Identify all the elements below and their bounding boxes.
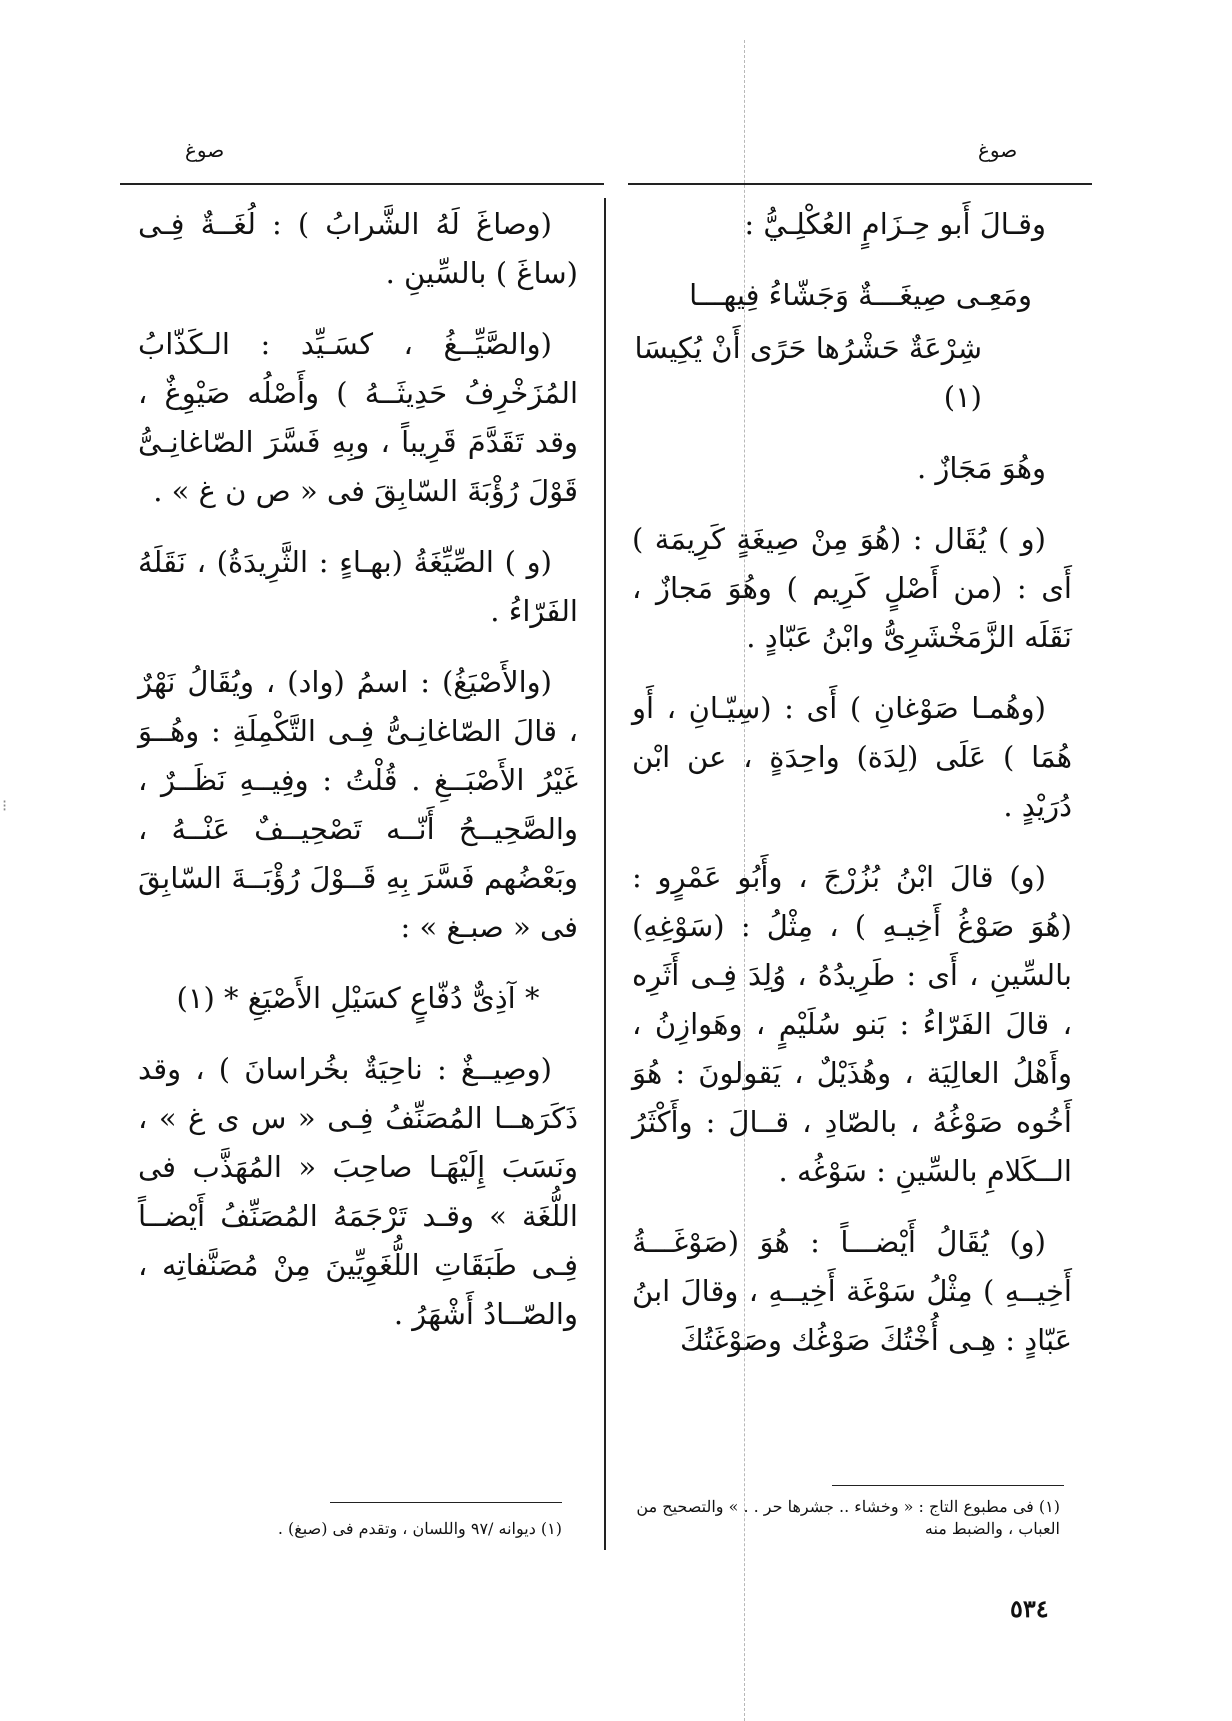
page-number: ٥٣٤	[1010, 1594, 1049, 1623]
entry-paragraph: (والأَصْيَغُ) : اسمُ (واد) ، ويُقَالُ نَهْرٌ ، قالَ الصّاغانِـىُّ فِـى التَّكْمِلَةِ : وهُــوَ غَيْرُ الأَصْبَــغِ . قُلْتُ : وفِيــهِ نَظَــرٌ ، والصَّحِيــحُ أَنّــه تَصْحِيــفٌ عَنْــهُ ، وبَعْضُهم فَسَّرَ بِهِ قَــوْلَ رُؤْبَــةَ السّابِقَ فى « صبـغ » :	[138, 665, 578, 944]
entry-paragraph: (وصاغَ لَهُ الشَّرابُ ) : لُغَــةٌ فِـى (ساغَ ) بالسِّينِ .	[138, 207, 578, 290]
entry-paragraph: وهُوَ مَجَازٌ .	[916, 451, 1046, 485]
right-running-head: صوغ	[978, 138, 1018, 162]
entry-paragraph: (و ) يُقَال : (هُوَ مِنْ صِيغَةٍ كَرِيمَة ) أَى : (من أَصْلٍ كَرِيم ) وهُوَ مَجازٌ ، نَقَلَه الزَّمَخْشَرِىُّ وابْنُ عَبّادٍ .	[632, 522, 1072, 654]
left-column	[138, 200, 578, 1361]
right-column	[632, 200, 1072, 1387]
entry-paragraph: (و) قالَ ابْنُ بُزُرْجَ ، وأَبُو عَمْرٍو : (هُوَ صَوْغُ أَخِيـهِ ) ، مِثْلُ : (سَوْغِهِ) بالسِّينِ ، أَى : طَرِيدُهُ ، وُلِدَ فِـى أَثَرِه ، قالَ الفَرّاءُ : بَنو سُلَيْمٍ ، وهَوازِنُ ، وأَهْلُ العالِيَة ، وهُذَيْلٌ ، يَقولونَ : هُوَ أَخُوه صَوْغُهُ ، بالصّادِ ، قــالَ : وأَكْثَرُ الــكَلامِ بالسِّينِ : سَوْغُه .	[632, 860, 1072, 1188]
margin-mark: ⁝	[2, 796, 8, 815]
left-footnote-rule	[330, 1502, 562, 1503]
column-separator	[604, 198, 606, 1550]
left-header-rule	[120, 183, 604, 185]
entry-paragraph: وقـالَ أَبو حِـزَامٍ العُكْلِـيُّ :	[744, 207, 1046, 241]
verse-line: * آذِىٌّ دُفّاعٍ كسَيْلِ الأَصْيَغِ * (١)	[176, 981, 540, 1015]
entry-paragraph: (والصَّيِّــغُ ، كسَـيِّد : الـكَذّابُ المُزَخْرِفُ حَدِيثَــهُ ) وأَصْلُه صَيْوِغٌ ، وقد تَقَدَّمَ قَرِيباً ، وبِهِ فَسَّرَ الصّاغانِـىُّ قَوْلَ رُؤْبَةَ السّابِقَ فى « ص ن غ » .	[138, 327, 578, 508]
right-footnote: (١) فى مطبوع التاج : « وخشاء .. جشرها حر . . » والتصحيح من العباب ، والضبط منه	[636, 1497, 1060, 1538]
left-footnote: (١) ديوانه /٩٧ واللسان ، وتقدم فى (صبغ) .	[277, 1519, 562, 1538]
verse-line: ومَعِـى صِيغَـــةٌ وَجَشّاءُ فِيهـــا	[689, 278, 1032, 312]
left-running-head: صوغ	[185, 138, 225, 162]
entry-paragraph: (و ) الصِّيِّغَةُ (بهـاءٍ : الثَّرِيدَةُ) ، نَقَلَهُ الفَرّاءُ .	[138, 545, 578, 628]
verse-line: شِرْعَةٌ حَشْرُها حَرًى أَنْ يُكِيسَا (١)	[634, 331, 982, 414]
entry-paragraph: (و) يُقَالُ أَيْضـــاً : هُوَ (صَوْغَـــةُ أَخِيــهِ ) مِثْلُ سَوْغَة أَخِيــهِ ، وقالَ ابنُ عَبّادٍ : هِـى أُخْتُكَ صَوْغُك وصَوْغَتُكَ	[632, 1225, 1072, 1357]
entry-paragraph: (وصِيــغٌ : ناحِيَةٌ بخُراسانَ ) ، وقد ذَكَرَهــا المُصَنِّفُ فِـى « س ى غ » ، ونَسَبَ إِلَيْهَـا صاحِبَ « المُهَذَّب فى اللُّغَة » وقـد تَرْجَمَهُ المُصَنِّفُ أَيْضــاً فِـى طَبَقَاتِ اللُّغَوِيِّينَ مِنْ مُصَنَّفاتِه ، والصّــادُ أَشْهَرُ .	[138, 1052, 578, 1331]
right-footnote-rule	[832, 1485, 1064, 1486]
right-header-rule	[628, 183, 1092, 185]
entry-paragraph: (وهُمـا صَوْغانِ ) أَى : (سِيّـانِ ، أَو هُمَا ) عَلَى (لِدَة) واحِدَةٍ ، عن ابْن دُرَيْدٍ .	[632, 691, 1072, 823]
